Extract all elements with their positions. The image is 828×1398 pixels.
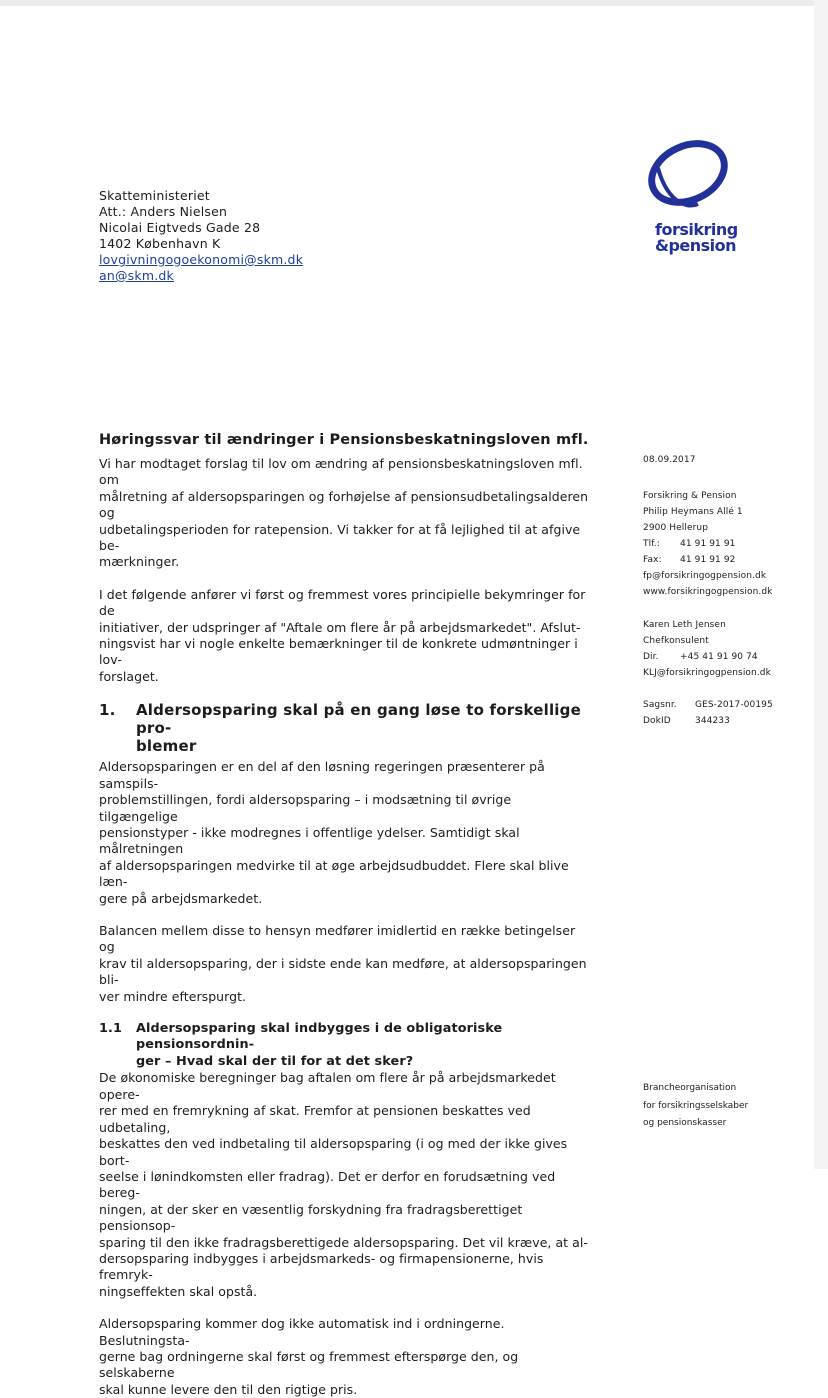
address-line: Att.: Anders Nielsen: [99, 204, 228, 219]
fax-row: [643, 552, 772, 568]
section-1-1-paragraph: [99, 1070, 591, 1300]
text-line: skal kunne levere den til den rigtige pris.: [99, 1381, 358, 1397]
text-line: problemstillingen, fordi aldersopsparing – i modsætning til øvrige tilgængelige: [99, 792, 512, 824]
phone-value: 41 91 91 91: [680, 539, 736, 549]
text-line: Aldersopsparing skal indbygges i de obligatoriske pensionsordnin-: [136, 1020, 503, 1053]
logo-wordmark: [655, 222, 738, 254]
footer-line: og pensionskasser: [643, 1118, 727, 1128]
text-line: blemer: [136, 737, 197, 756]
address-line: Skatteministeriet: [99, 188, 210, 203]
text-line: I det følgende anfører vi først og fremmest vores principielle bekymringer for de: [99, 586, 586, 619]
phone-row: [643, 536, 772, 552]
email-link[interactable]: lovgivningogoekonomi@skm.dk: [99, 252, 304, 267]
section-1-1-paragraph-2: [99, 1316, 591, 1398]
scan-edge: [0, 0, 828, 6]
direct-phone-row: [643, 649, 771, 665]
fax-label: Fax:: [643, 555, 662, 565]
text-line: udbetalingsperioden for ratepension. Vi takker for at få lejlighed til at afgive be-: [99, 521, 581, 554]
footer-line: for forsikringsselskaber: [643, 1100, 749, 1111]
section-number: 1.1: [99, 1020, 122, 1036]
section-1-paragraph-2: [99, 923, 591, 1005]
case-number-value: GES-2017-00195: [695, 700, 773, 710]
text-line: ver mindre efterspurgt.: [99, 988, 247, 1004]
text-line: dersopsparing indbygges i arbejdsmarkeds- og firmapensionerne, hvis fremryk-: [99, 1250, 544, 1283]
text-line: rer med en fremrykning af skat. Fremfor at pensionen beskattes ved udbetaling,: [99, 1103, 531, 1135]
text-line: Balancen mellem disse to hensyn medfører imidlertid en række betingelser og: [99, 922, 576, 955]
sender-website[interactable]: www.forsikringogpension.dk: [643, 587, 773, 597]
letter-date: 08.09.2017: [643, 455, 696, 465]
text-line: målretning af aldersopsparingen og forhøjelse af pensionsudbetalingsalderen og: [99, 488, 589, 521]
text-line: af aldersopsparingen medvirke til at øge arbejdsudbuddet. Flere skal blive læn-: [99, 857, 569, 890]
sender-street: Philip Heymans Allé 1: [643, 507, 743, 517]
recipient-address: [99, 188, 303, 284]
address-line: Nicolai Eigtveds Gade 28: [99, 220, 261, 235]
sender-city: 2900 Hellerup: [643, 523, 709, 533]
section-title: [136, 701, 591, 755]
email-link[interactable]: an@skm.dk: [99, 268, 174, 283]
text-line: seelse i lønindkomsten eller fradrag). Det er derfor en forudsætning ved bereg-: [99, 1168, 556, 1201]
sender-org: Forsikring & Pension: [643, 491, 737, 501]
direct-value: +45 41 91 90 74: [680, 652, 758, 662]
contact-title: Chefkonsulent: [643, 636, 709, 646]
text-line: Aldersopsparing skal på en gang løse to forskellige pro-: [136, 701, 581, 738]
contact-name: Karen Leth Jensen: [643, 620, 726, 630]
text-line: Aldersopsparingen er en del af den løsning regeringen præsenterer på samspils-: [99, 759, 545, 791]
text-line: gerne bag ordningerne skal først og fremmest efterspørge den, og selskaberne: [99, 1348, 519, 1381]
text-line: ningen, at der sker en væsentlig forskydning fra fradragsberettiget pensionsop-: [99, 1201, 523, 1234]
letter-title: Høringssvar til ændringer i Pensionsbeskatningsloven mfl.: [99, 432, 589, 448]
fax-value: 41 91 91 92: [680, 555, 736, 565]
case-number-label: Sagsnr.: [643, 700, 677, 710]
text-line: beskattes den ved indbetaling til aldersopsparing (i og med der ikke gives bort-: [99, 1136, 568, 1168]
section-1-1-heading: [99, 1021, 591, 1071]
text-line: Aldersopsparing kommer dog ikke automatisk ind i ordningerne. Beslutningsta-: [99, 1316, 505, 1348]
organisation-footer: [643, 1080, 748, 1133]
doc-id-row: [643, 713, 773, 729]
scan-edge-right: [814, 0, 828, 1169]
doc-id-value: 344233: [695, 716, 730, 726]
text-line: forslaget.: [99, 668, 159, 684]
logo-text-line2: &pension: [655, 236, 737, 255]
contact-email[interactable]: KLJ@forsikringogpension.dk: [643, 668, 771, 678]
address-line: 1402 København K: [99, 236, 221, 251]
text-line: gere på arbejdsmarkedet.: [99, 890, 263, 906]
sender-email[interactable]: fp@forsikringogpension.dk: [643, 571, 767, 581]
section-title: [136, 1021, 591, 1071]
section-number: 1.: [99, 701, 116, 720]
text-line: De økonomiske beregninger bag aftalen om flere år på arbejdsmarkedet opere-: [99, 1070, 556, 1102]
text-line: initiativer, der udspringer af "Aftale om flere år på arbejdsmarkedet". Afslut-: [99, 619, 581, 635]
intro-paragraph: [99, 456, 591, 571]
text-line: ger – Hvad skal der til for at det sker?: [136, 1053, 414, 1069]
text-line: pensionstyper - ikke modregnes i offentlige ydelser. Samtidigt skal målretningen: [99, 824, 520, 857]
section-1-heading: [99, 701, 591, 755]
phone-label: Tlf.:: [643, 539, 660, 549]
doc-id-label: DokID: [643, 716, 671, 726]
text-line: krav til aldersopsparing, der i sidste ende kan medføre, at aldersopsparingen bli-: [99, 955, 587, 988]
direct-label: Dir.: [643, 652, 659, 662]
case-number-row: [643, 697, 773, 713]
text-line: ningsvist har vi nogle enkelte bemærkninger til de konkrete udmøntninger i lov-: [99, 636, 578, 668]
text-line: ningseffekten skal opstå.: [99, 1283, 258, 1299]
intro-paragraph-2: [99, 587, 591, 685]
logo-text-line1: forsikring: [655, 220, 738, 239]
text-line: mærkninger.: [99, 554, 180, 570]
sender-info: [643, 488, 772, 600]
section-1-paragraph: [99, 759, 591, 907]
text-line: sparing til den ikke fradragsberettigede aldersopsparing. Det vil kræve, at al-: [99, 1234, 588, 1250]
case-info: [643, 697, 773, 729]
text-line: Vi har modtaget forslag til lov om ændring af pensionsbeskatningsloven mfl. om: [99, 456, 583, 488]
footer-line: Brancheorganisation: [643, 1083, 737, 1093]
letter-body: [99, 430, 591, 1398]
contact-info: [643, 617, 771, 681]
